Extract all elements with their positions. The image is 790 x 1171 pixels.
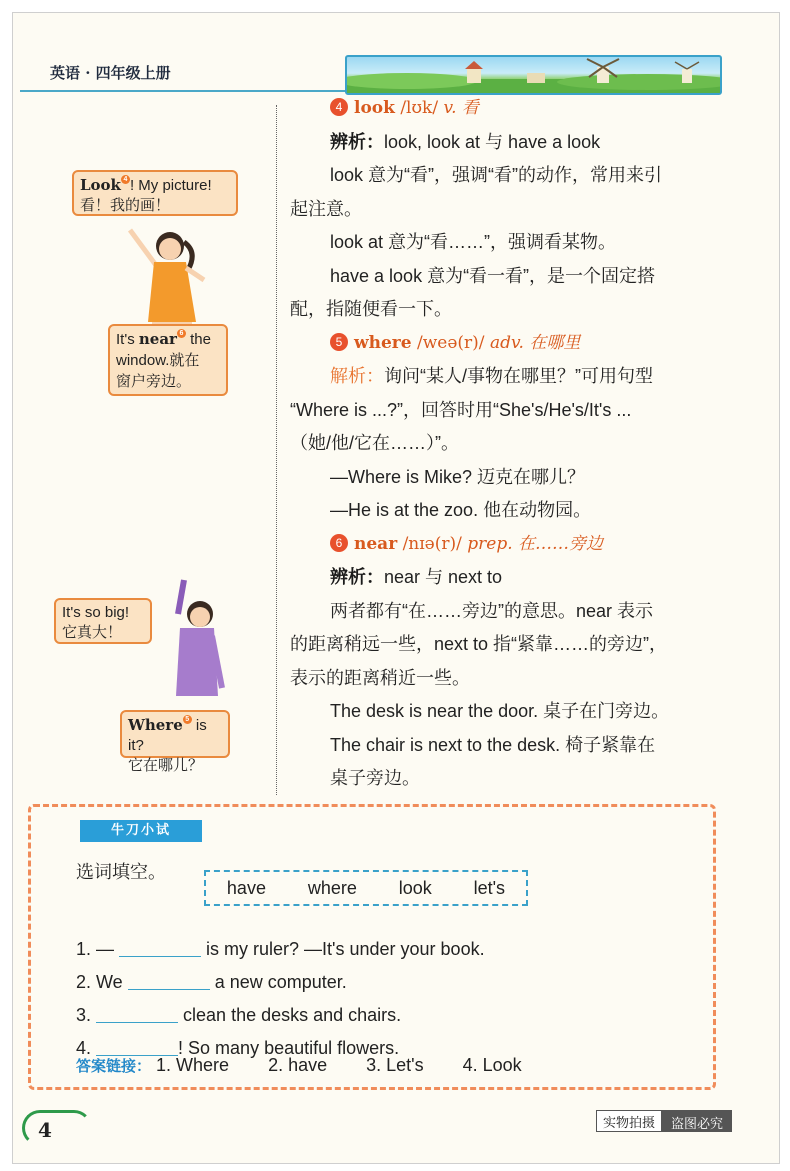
answer-blank[interactable] — [96, 1037, 178, 1056]
page-number: 4 — [38, 1118, 52, 1142]
note-marker: 5 — [183, 715, 192, 724]
answer-key-label: 答案链接： — [76, 1057, 152, 1075]
stamp-right: 盗图必究 — [662, 1110, 732, 1132]
example-line: The desk is near the door. 桌子在门旁边。 — [330, 701, 670, 721]
bubble-near-zh-inline: 就在 — [169, 352, 200, 369]
example-line: 桌子旁边。 — [330, 768, 420, 788]
exercise-item-number: 3. — [76, 1005, 92, 1025]
note-marker: 6 — [177, 329, 186, 338]
entry-number-badge: 5 — [330, 333, 348, 351]
entry-phonetic: /weə(r)/ — [417, 332, 485, 353]
entry-phonetic: /nɪə(r)/ — [402, 533, 462, 554]
answer-item: 4. Look — [462, 1055, 522, 1075]
entry-look-header — [290, 92, 730, 126]
explanation-column — [290, 92, 730, 796]
text-line: 表示的距离稍近一些。 — [290, 667, 470, 688]
text-line: “Where is ...?”，回答时用“She's/He's/It's ... — [290, 399, 632, 420]
text-line: 的距离稍远一些，next to 指“紧靠……的旁边”， — [290, 634, 668, 654]
entry-where-header — [290, 327, 730, 361]
entry-near-header — [290, 528, 730, 562]
entry-pos: adv. 在哪里 — [489, 332, 581, 353]
exercise-item-number: 4. — [76, 1038, 92, 1058]
word-bank — [204, 870, 528, 906]
bubble-where-zh: 它在哪儿？ — [128, 757, 204, 774]
exercise-item — [76, 971, 347, 993]
entry-word: where — [354, 332, 412, 353]
text-line: 起注意。 — [290, 198, 362, 219]
word-bank-item: have — [226, 877, 266, 898]
text-line: have a look 意为“看一看”，是一个固定搭 — [330, 265, 656, 286]
note-marker: 4 — [121, 175, 130, 184]
bubble-near — [108, 324, 228, 396]
text-line: 两者都有“在……旁边”的意思。near 表示 — [330, 600, 654, 621]
analysis-label: 解析： — [330, 366, 384, 386]
answer-key — [76, 1055, 522, 1076]
exercise-instruction: 选词填空。 — [76, 862, 166, 883]
answer-blank[interactable] — [119, 938, 201, 957]
example-line: —He is at the zoo. 他在动物园。 — [330, 500, 592, 520]
bubble-look-en: ! My picture! — [129, 177, 212, 194]
watermark-stamp — [596, 1110, 732, 1132]
landscape-banner — [345, 55, 722, 95]
answer-blank[interactable] — [96, 1004, 178, 1023]
exercise-item-text: clean the desks and chairs. — [178, 1005, 402, 1025]
bubble-near-en-pre: It's — [116, 331, 139, 348]
bubble-look-keyword: Look — [80, 176, 121, 194]
analysis-label: 辨析： — [330, 567, 384, 587]
entry-word: look — [354, 98, 395, 118]
answer-blank[interactable] — [128, 971, 210, 990]
exercise-item — [76, 938, 485, 960]
bubble-near-zh: 窗户旁边。 — [116, 373, 192, 390]
exercise-item-text: is my ruler? —It's under your book. — [201, 939, 485, 959]
entry-pos: v. 看 — [443, 98, 479, 118]
analysis-topic: near 与 next to — [384, 567, 503, 587]
answer-item: 2. have — [268, 1055, 328, 1075]
exercise-item-number: 1. — — [76, 939, 115, 959]
girl-pointing-illustration — [118, 222, 218, 334]
analysis-label: 辨析： — [330, 131, 384, 152]
bubble-big-zh: 它真大！ — [62, 624, 123, 641]
exercise-item-text: a new computer. — [209, 972, 347, 992]
answer-item: 1. Where — [156, 1055, 230, 1075]
text-line: （她/他/它在……）”。 — [290, 433, 459, 453]
example-line: —Where is Mike? 迈克在哪儿？ — [330, 466, 586, 487]
entry-phonetic: /lʊk/ — [400, 98, 439, 118]
text-line: look at 意为“看……”，强调看某物。 — [330, 232, 617, 252]
column-divider — [276, 105, 277, 795]
bubble-look-zh: 看！我的画！ — [80, 197, 171, 214]
text-line: look 意为“看”，强调“看”的动作，常用来引 — [330, 165, 662, 185]
word-bank-item: let's — [473, 877, 506, 898]
entry-word: near — [354, 533, 398, 554]
bubble-where-keyword: Where — [128, 716, 183, 734]
girl-raising-arm-illustration — [156, 578, 230, 702]
answer-item: 3. Let's — [366, 1055, 424, 1075]
exercise-tag: 牛刀小试 — [80, 820, 202, 842]
bubble-where-en: is it? — [128, 717, 207, 754]
example-line: The chair is next to the desk. 椅子紧靠在 — [330, 734, 656, 755]
book-title: 英语 · 四年级上册 — [50, 64, 171, 82]
entry-pos: prep. 在……旁边 — [467, 533, 604, 554]
word-bank-item: where — [307, 877, 357, 898]
bubble-where — [120, 710, 230, 774]
analysis-topic: look, look at 与 have a look — [384, 131, 601, 152]
bubble-big — [54, 598, 152, 644]
entry-number-badge: 4 — [330, 98, 348, 116]
bubble-big-en: It's so big! — [62, 604, 130, 621]
entry-number-badge: 6 — [330, 534, 348, 552]
bubble-look — [72, 170, 238, 216]
stamp-left: 实物拍摄 — [596, 1110, 662, 1132]
exercise-item — [76, 1004, 401, 1026]
windmill-landscape-illustration — [347, 57, 720, 93]
bubble-near-en: the window. — [116, 331, 211, 369]
text-line: 配，指随便看一下。 — [290, 299, 452, 319]
analysis-topic: 询问“某人/事物在哪里？”可用句型 — [384, 366, 653, 386]
word-bank-item: look — [398, 877, 432, 898]
page-number-arc — [22, 1110, 92, 1146]
exercise-item-number: 2. We — [76, 972, 123, 992]
exercise-item-text: ! So many beautiful flowers. — [178, 1038, 400, 1058]
bubble-near-keyword: near — [138, 330, 177, 348]
